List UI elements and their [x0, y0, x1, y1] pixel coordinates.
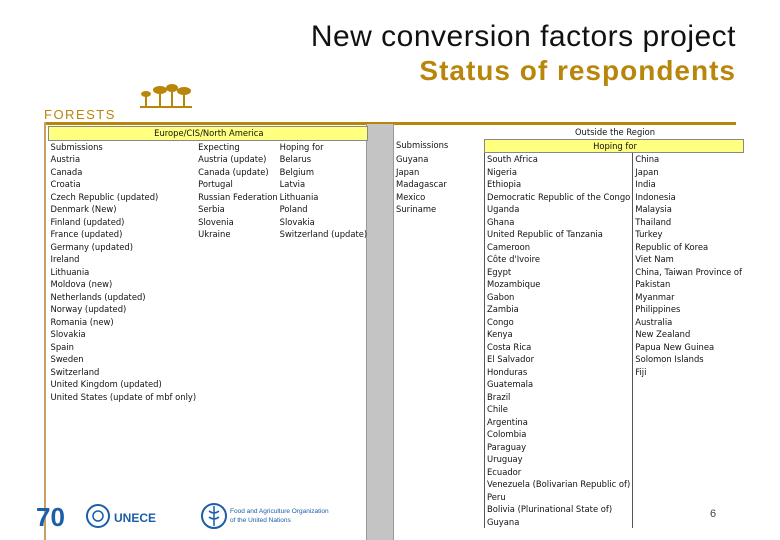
table-row: [394, 291, 744, 304]
table-cell: [394, 303, 485, 316]
table-cell: Moldova (new): [50, 279, 113, 289]
table-cell: Slovakia: [279, 216, 315, 227]
table-cell: Costa Rica: [485, 341, 633, 354]
table-cell: Switzerland (update): [279, 229, 368, 239]
table-cell: [278, 366, 368, 379]
table-cell: Zambia: [485, 303, 633, 316]
table-row: [394, 516, 744, 529]
table-row: [394, 191, 744, 204]
table-cell: [394, 428, 485, 441]
table-cell: Uruguay: [485, 453, 633, 466]
col-outside-submissions: Submissions: [396, 140, 449, 150]
table-cell: [394, 478, 485, 491]
table-row: [394, 378, 744, 391]
table-cell: Romania (new): [50, 316, 114, 327]
table-cell: South Africa: [485, 153, 633, 166]
table-cell: Belgium: [279, 166, 314, 177]
table-row: [49, 266, 368, 279]
table-cell: [633, 441, 744, 454]
table-cell: Canada (update): [198, 166, 269, 177]
table-cell: [633, 428, 744, 441]
table-cell: Viet Nam: [633, 253, 744, 266]
table-cell: Finland (updated): [50, 216, 125, 227]
table-cell: [278, 353, 368, 366]
table-cell: Croatia: [50, 179, 81, 189]
table-cell: [633, 478, 744, 491]
table-cell: Guyana: [485, 516, 633, 529]
table-cell: Honduras: [485, 366, 633, 379]
table-cell: [278, 378, 368, 391]
section-label: FORESTS: [44, 107, 116, 122]
logo-graphics: [36, 500, 216, 532]
table-cell: [278, 341, 368, 354]
col-submissions: Submissions: [50, 141, 103, 152]
fao-name-line1: Food and Agriculture Organization: [230, 508, 329, 515]
table-cell: [394, 466, 485, 479]
table-row: [49, 341, 368, 354]
table-cell: Fiji: [633, 366, 744, 379]
table-cell: Suriname: [396, 204, 437, 214]
table-cell: [394, 403, 485, 416]
table-row: [49, 391, 368, 404]
table-cell: Japan: [633, 166, 744, 179]
fao-logo: [200, 500, 360, 532]
table-cell: Austria: [50, 154, 81, 164]
table-row: [394, 341, 744, 354]
trees-icon: [138, 82, 194, 110]
table-row: [394, 203, 744, 216]
outside-group-header: Outside the Region: [574, 127, 656, 137]
table-cell: [196, 341, 278, 354]
table-cell: Turkey: [633, 228, 744, 241]
table-row: [394, 466, 744, 479]
table-cell: Cameroon: [485, 241, 633, 254]
table-cell: Portugal: [198, 179, 233, 189]
table-row: [394, 478, 744, 491]
table-cell: Gabon: [485, 291, 633, 304]
table-cell: Chile: [485, 403, 633, 416]
table-cell: Serbia: [198, 204, 225, 214]
unece-logo-text: UNECE: [114, 511, 157, 525]
table-cell: Thailand: [633, 216, 744, 229]
table-row: [394, 278, 744, 291]
table-row: [394, 503, 744, 516]
table-row: [394, 303, 744, 316]
table-row: [394, 441, 744, 454]
table-cell: [196, 291, 278, 304]
table-cell: Slovenia: [198, 216, 234, 227]
table-cell: [394, 516, 485, 529]
table-row: [394, 403, 744, 416]
table-cell: [633, 466, 744, 479]
table-cell: [278, 266, 368, 279]
col-expecting: Expecting: [198, 141, 240, 152]
table-row: [394, 178, 744, 191]
table-row: [394, 391, 744, 404]
outside-table: [394, 126, 744, 528]
table-cell: [278, 291, 368, 304]
table-cell: Kenya: [485, 328, 633, 341]
table-cell: Democratic Republic of the Congo: [485, 191, 633, 204]
table-cell: [394, 278, 485, 291]
table-row: [49, 378, 368, 391]
table-cell: Ghana: [485, 216, 633, 229]
slide-title: New conversion factors project: [310, 20, 736, 53]
table-row: [394, 228, 744, 241]
table-cell: [394, 328, 485, 341]
table-cell: [633, 378, 744, 391]
table-cell: [196, 391, 278, 404]
table-cell: [394, 241, 485, 254]
table-row: [394, 416, 744, 429]
europe-table: [48, 126, 368, 403]
table-cell: China: [633, 153, 744, 166]
table-cell: Bolivia (Plurinational State of): [485, 503, 633, 516]
table-cell: [394, 353, 485, 366]
table-cell: Malaysia: [633, 203, 744, 216]
table-cell: Ethiopia: [485, 178, 633, 191]
table-cell: [278, 241, 368, 254]
table-cell: [394, 253, 485, 266]
table-cell: Venezuela (Bolivarian Republic of): [485, 478, 633, 491]
table-cell: [633, 403, 744, 416]
table-cell: [394, 316, 485, 329]
fao-name-line2: of the United Nations: [230, 517, 291, 524]
table-cell: Spain: [50, 341, 74, 352]
col-hoping-for: Hoping for: [279, 141, 324, 152]
table-cell: Mozambique: [485, 278, 633, 291]
table-cell: [278, 253, 368, 266]
footer-logos: [36, 500, 329, 532]
table-cell: Ireland: [50, 254, 80, 264]
table-row: [394, 316, 744, 329]
table-cell: [394, 341, 485, 354]
table-cell: [196, 241, 278, 254]
table-row: [49, 191, 368, 204]
table-row: [394, 428, 744, 441]
table-cell: Congo: [485, 316, 633, 329]
table-cell: [196, 278, 278, 291]
table-cell: United Republic of Tanzania: [485, 228, 633, 241]
table-cell: [394, 416, 485, 429]
table-cell: [278, 316, 368, 329]
table-cell: [196, 366, 278, 379]
table-cell: El Salvador: [485, 353, 633, 366]
col-outside-hoping-for: Hoping for: [485, 139, 744, 153]
table-cell: France (updated): [50, 229, 123, 239]
table-cell: Sweden: [50, 354, 84, 364]
table-cell: Norway (updated): [50, 304, 127, 314]
table-cell: [278, 391, 368, 404]
table-cell: Brazil: [485, 391, 633, 404]
table-cell: China, Taiwan Province of: [633, 266, 744, 279]
table-row: [49, 203, 368, 216]
table-row: [49, 328, 368, 341]
table-cell: [278, 278, 368, 291]
table-cell: [196, 353, 278, 366]
table-cell: Egypt: [485, 266, 633, 279]
table-row: [49, 241, 368, 254]
table-row: [394, 241, 744, 254]
table-cell: Solomon Islands: [633, 353, 744, 366]
table-cell: Philippines: [633, 303, 744, 316]
table-row: [49, 291, 368, 304]
table-row: [394, 253, 744, 266]
table-cell: Netherlands (updated): [50, 291, 146, 302]
table-cell: [196, 253, 278, 266]
table-cell: [394, 391, 485, 404]
table-cell: [196, 316, 278, 329]
table-cell: United Kingdom (updated): [50, 379, 162, 389]
table-cell: [278, 328, 368, 341]
table-row: [49, 216, 368, 229]
table-cell: Myanmar: [633, 291, 744, 304]
table-cell: Pakistan: [633, 278, 744, 291]
table-row: [394, 166, 744, 179]
table-cell: Indonesia: [633, 191, 744, 204]
table-cell: Russian Federation: [198, 191, 278, 202]
table-cell: Guatemala: [485, 378, 633, 391]
table-cell: [394, 503, 485, 516]
logo-70-text: 70: [36, 502, 65, 532]
table-cell: Lithuania: [279, 191, 319, 202]
table-cell: [196, 378, 278, 391]
table-cell: [394, 291, 485, 304]
table-cell: [394, 266, 485, 279]
table-row: [49, 278, 368, 291]
europe-column-headers: [49, 140, 368, 153]
page-number: 6: [710, 508, 717, 520]
table-cell: [394, 453, 485, 466]
europe-group-header: Europe/CIS/North America: [49, 127, 368, 141]
table-cell: Ecuador: [485, 466, 633, 479]
table-cell: Madagascar: [396, 179, 447, 189]
table-cell: [633, 503, 744, 516]
table-cell: Switzerland: [50, 366, 100, 377]
table-row: [49, 228, 368, 241]
table-cell: India: [633, 178, 744, 191]
table-cell: Japan: [396, 166, 420, 177]
table-cell: Czech Republic (updated): [50, 191, 159, 202]
table-cell: [196, 266, 278, 279]
table-row: [49, 166, 368, 179]
table-cell: [633, 416, 744, 429]
table-cell: [394, 441, 485, 454]
table-cell: Argentina: [485, 416, 633, 429]
table-row: [394, 328, 744, 341]
table-cell: Latvia: [279, 179, 306, 189]
table-cell: Guyana: [396, 153, 429, 164]
table-cell: [633, 516, 744, 529]
table-cell: New Zealand: [633, 328, 744, 341]
table-cell: Peru: [485, 491, 633, 504]
table-row: [394, 491, 744, 504]
table-cell: Denmark (New): [50, 204, 117, 214]
table-row: [49, 178, 368, 191]
table-row: [49, 253, 368, 266]
table-row: [49, 153, 368, 166]
table-cell: Colombia: [485, 428, 633, 441]
table-cell: Poland: [279, 204, 308, 214]
table-cell: Austria (update): [198, 154, 267, 164]
table-row: [49, 316, 368, 329]
outside-column-headers: [394, 139, 744, 153]
table-cell: [633, 491, 744, 504]
table-cell: Uganda: [485, 203, 633, 216]
table-cell: United States (update of mbf only): [50, 391, 197, 402]
table-cell: [394, 491, 485, 504]
table-row: [49, 303, 368, 316]
table-cell: Belarus: [279, 154, 312, 164]
table-row: [394, 353, 744, 366]
table-row: [394, 366, 744, 379]
table-row: [394, 266, 744, 279]
table-cell: [394, 228, 485, 241]
table-cell: Australia: [633, 316, 744, 329]
table-cell: [394, 216, 485, 229]
un-emblem-icon: [87, 505, 109, 527]
table-row: [49, 353, 368, 366]
table-row: [394, 216, 744, 229]
table-cell: Papua New Guinea: [633, 341, 744, 354]
table-cell: [394, 366, 485, 379]
table-cell: [633, 453, 744, 466]
table-cell: Lithuania: [50, 266, 90, 277]
left-border: [44, 122, 46, 540]
table-row: [394, 153, 744, 166]
table-cell: Mexico: [396, 191, 426, 202]
table-cell: [633, 391, 744, 404]
table-cell: Canada: [50, 166, 83, 177]
table-cell: Slovakia: [50, 329, 86, 339]
table-cell: Ukraine: [198, 229, 231, 239]
table-row: [49, 366, 368, 379]
table-cell: [196, 303, 278, 316]
table-cell: [196, 328, 278, 341]
table-cell: [394, 378, 485, 391]
table-cell: [278, 303, 368, 316]
table-cell: Côte d'Ivoire: [485, 253, 633, 266]
table-cell: Paraguay: [485, 441, 633, 454]
table-row: [394, 453, 744, 466]
table-cell: Nigeria: [485, 166, 633, 179]
table-cell: Germany (updated): [50, 241, 134, 252]
table-cell: Republic of Korea: [633, 241, 744, 254]
column-separator: [366, 124, 394, 540]
slide-subtitle: Status of respondents: [419, 55, 736, 86]
